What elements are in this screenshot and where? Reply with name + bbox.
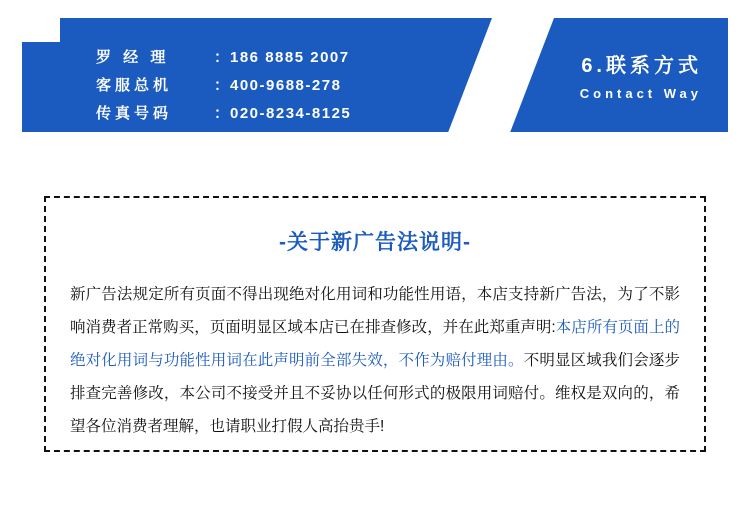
contact-colon: ： <box>214 105 231 122</box>
contact-value-phone: 186 8885 2007 <box>230 49 350 66</box>
section-title: 6.联系方式 <box>581 55 702 77</box>
contact-row <box>96 102 496 130</box>
contact-value-fax: 020-8234-8125 <box>230 105 352 122</box>
advertising-law-notice-box <box>44 196 706 452</box>
header-corner-notch <box>22 18 60 42</box>
contact-value-hotline: 400-9688-278 <box>230 77 342 94</box>
contact-label: 客服总机 <box>96 77 173 94</box>
contact-row <box>96 46 496 74</box>
contact-header-banner <box>22 18 728 132</box>
section-subtitle: Contact Way <box>579 86 702 101</box>
notice-body <box>70 278 680 443</box>
contact-label: 传真号码 <box>96 105 173 122</box>
notice-title: -关于新广告法说明- <box>279 231 471 254</box>
notice-text-part2: 不明显区域我们会逐步排查完善修改，本公司不接受并且不妥协以任何形式的极限用词赔付。维权是双向的，希望各位消费者理解，也请职业打假人高抬贵手! <box>70 352 680 435</box>
header-title-block <box>580 52 702 101</box>
notice-text-highlight: 本店所有页面上的绝对化用词与功能性用词在此声明前全部失效，不作为赔付理由。 <box>70 319 680 369</box>
contact-list <box>96 46 496 130</box>
contact-label: 罗 经 理 <box>96 49 170 66</box>
notice-text-part1: 新广告法规定所有页面不得出现绝对化用词和功能性用语，本店支持新广告法，为了不影响消费者正常购买，页面明显区域本店已在排查修改，并在此郑重声明: <box>70 286 680 336</box>
contact-row <box>96 74 496 102</box>
contact-colon: ： <box>214 77 231 94</box>
contact-colon: ： <box>214 49 231 66</box>
